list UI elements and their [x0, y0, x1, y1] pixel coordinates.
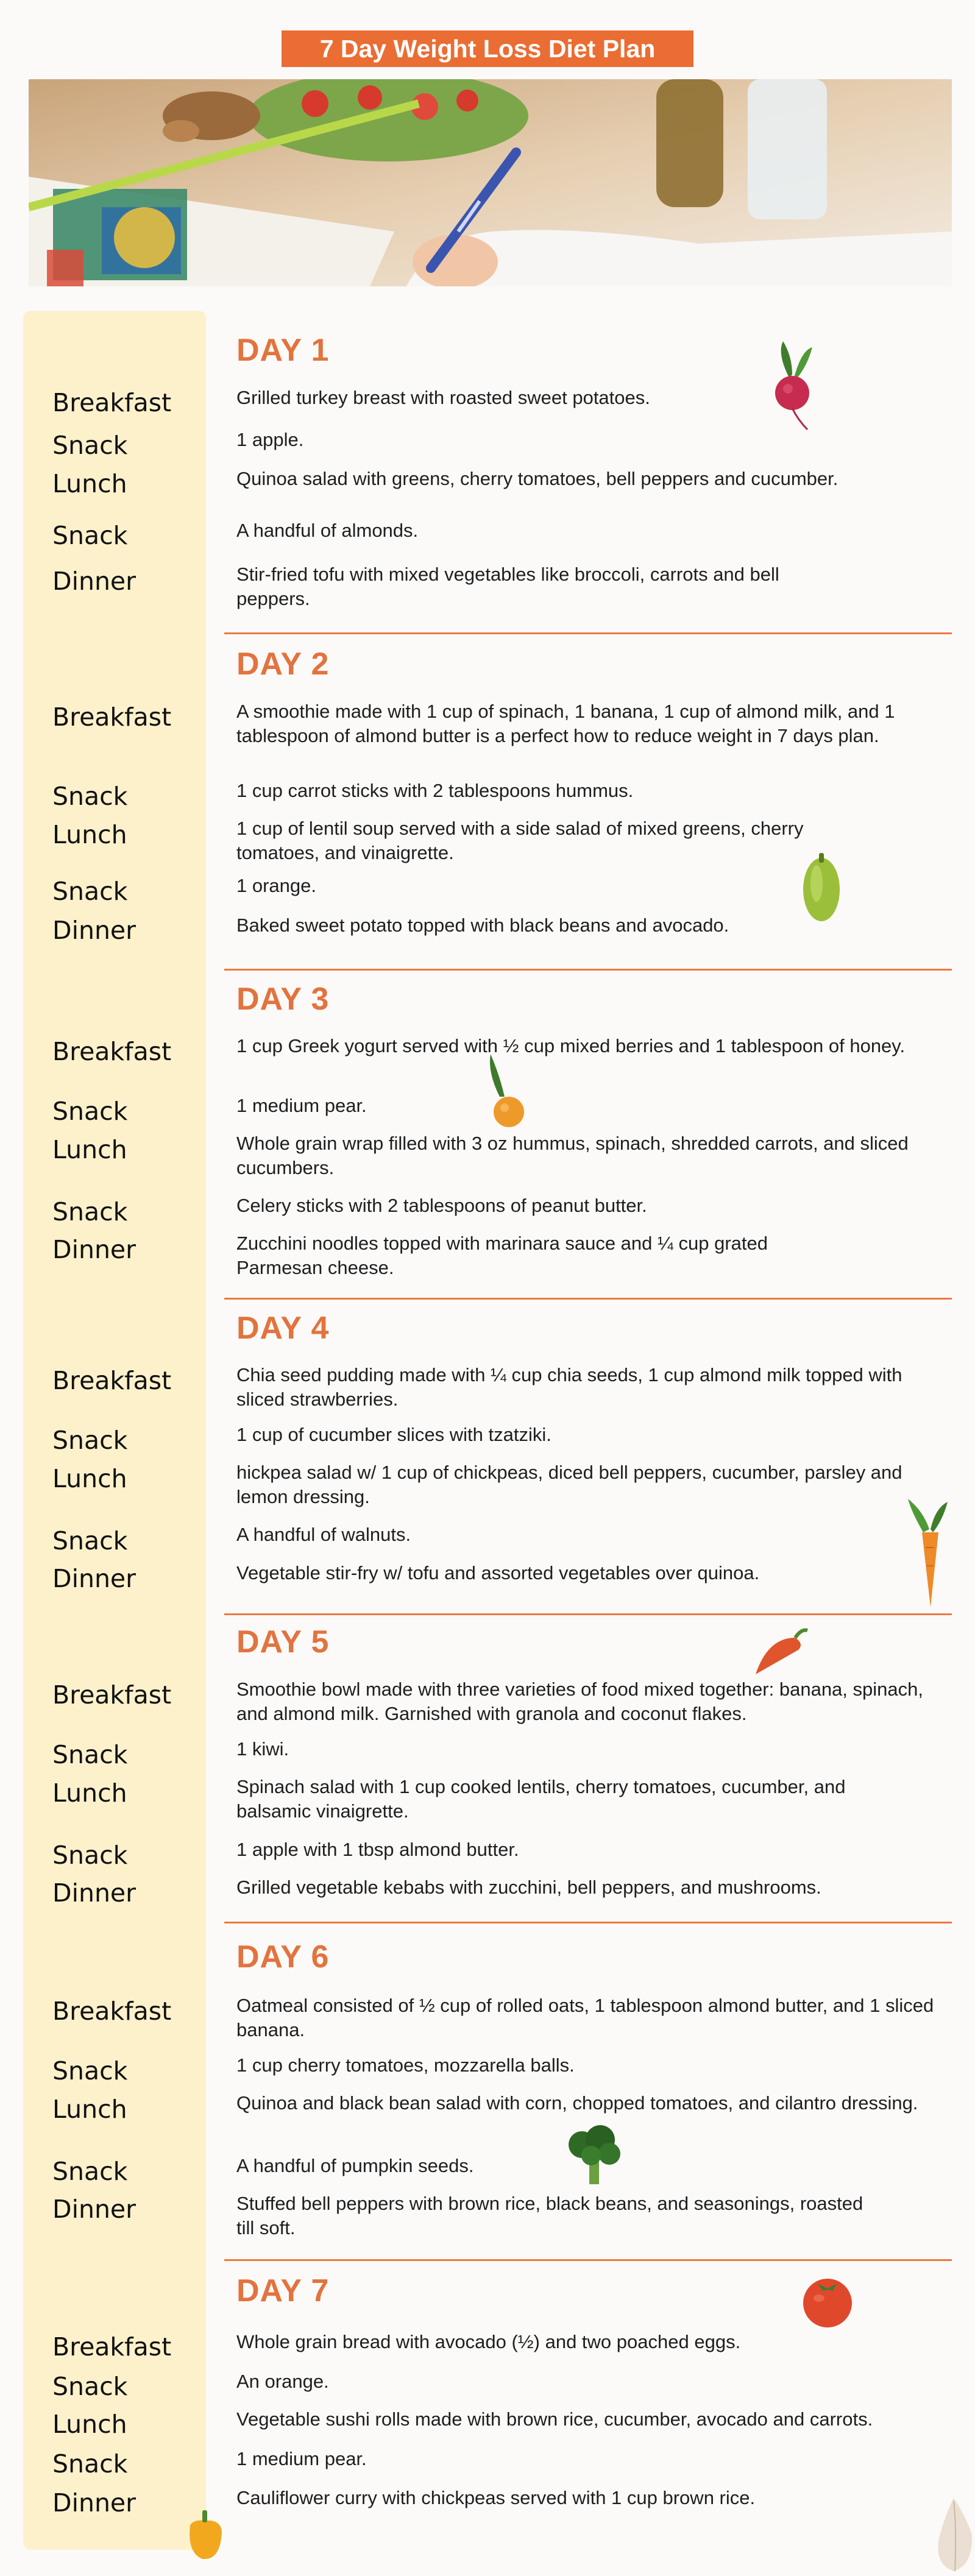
meal-description: Grilled vegetable kebabs with zucchini, bell peppers, and mushrooms.: [236, 1877, 821, 1898]
meal-description: 1 cup carrot sticks with 2 tablespoons hummus.: [236, 780, 634, 801]
meal-description: Stir-fried tofu with mixed vegetables like broccoli, carrots and bell peppers.: [236, 564, 779, 609]
meal-description: Baked sweet potato topped with black beans and avocado.: [236, 915, 729, 936]
meal-type-label: Snack: [52, 1841, 128, 1870]
day-title: DAY 7: [236, 2273, 330, 2309]
hero-photo: [29, 79, 952, 286]
meal-description: 1 apple with 1 tbsp almond butter.: [236, 1839, 519, 1860]
garlic-icon: [929, 2486, 975, 2576]
day-title: DAY 4: [236, 1311, 330, 1346]
tomato-icon: [800, 2273, 856, 2329]
day-divider: [224, 1613, 952, 1615]
meal-type-label: Breakfast: [52, 1037, 172, 1066]
meal-description: Quinoa salad with greens, cherry tomatoes, bell peppers and cucumber.: [236, 468, 838, 489]
meal-description: An orange.: [236, 2371, 329, 2392]
day-divider: [224, 2259, 952, 2261]
meal-description: Spinach salad with 1 cup cooked lentils, cherry tomatoes, cucumber, and balsamic vinaigrette.: [236, 1776, 846, 1822]
meal-description: Smoothie bowl made with three varieties of food mixed together: banana, spinach, and almond milk. Garnished with granola and coconut flakes.: [236, 1679, 923, 1724]
meal-type-label: Snack: [52, 1526, 128, 1555]
carrot-icon: [905, 1499, 954, 1608]
day-title: DAY 2: [236, 646, 330, 682]
bell-pepper-icon: [184, 2507, 227, 2562]
meal-description: hickpea salad w/ 1 cup of chickpeas, diced bell peppers, cucumber, parsley and lemon dressing.: [236, 1462, 902, 1507]
meal-description: 1 cup Greek yogurt served with ½ cup mixed berries and 1 tablespoon of honey.: [236, 1035, 906, 1056]
meal-type-label: Lunch: [52, 2095, 127, 2124]
broccoli-icon: [564, 2120, 625, 2187]
meal-type-label: Dinner: [52, 1564, 136, 1593]
meal-type-label: Snack: [52, 2372, 128, 2401]
meal-type-label: Snack: [52, 2449, 128, 2479]
meal-type-label: Breakfast: [52, 1680, 172, 1710]
day-divider: [224, 969, 952, 971]
meal-type-label: Snack: [52, 2157, 128, 2186]
meal-type-label: Breakfast: [52, 1997, 172, 2026]
meal-type-label: Breakfast: [52, 388, 172, 417]
meal-description: 1 apple.: [236, 429, 304, 450]
day-title: DAY 6: [236, 1939, 330, 1975]
meal-description: Celery sticks with 2 tablespoons of peanut butter.: [236, 1195, 647, 1216]
day-title: DAY 1: [236, 333, 330, 368]
meal-type-label: Dinner: [52, 1878, 136, 1908]
onion-icon: [481, 1054, 530, 1133]
meal-type-label: Snack: [52, 1740, 128, 1769]
meal-description: Vegetable sushi rolls made with brown rice, cucumber, avocado and carrots.: [236, 2408, 873, 2430]
meal-description: Oatmeal consisted of ½ cup of rolled oats, 1 tablespoon almond butter, and 1 sliced banana.: [236, 1995, 934, 2040]
meal-type-label: Lunch: [52, 2410, 127, 2439]
meal-description: 1 kiwi.: [236, 1738, 289, 1760]
meal-type-label: Lunch: [52, 469, 127, 498]
meal-description: Grilled turkey breast with roasted sweet potatoes.: [236, 387, 650, 408]
meal-type-label: Snack: [52, 1426, 128, 1455]
meal-description: A handful of walnuts.: [236, 1524, 411, 1545]
zucchini-icon: [798, 850, 847, 923]
meal-type-label: Breakfast: [52, 1366, 172, 1395]
meal-type-label: Snack: [52, 877, 128, 906]
meal-description: Quinoa and black bean salad with corn, chopped tomatoes, and cilantro dressing.: [236, 2092, 918, 2114]
meal-description: 1 cup of cucumber slices with tzatziki.: [236, 1424, 551, 1445]
day-divider: [224, 632, 952, 634]
meal-type-label: Lunch: [52, 1464, 127, 1493]
meal-type-label: Snack: [52, 1097, 128, 1126]
meal-description: A handful of almonds.: [236, 520, 419, 541]
meal-type-label: Snack: [52, 431, 128, 460]
meal-type-label: Lunch: [52, 820, 127, 849]
day-divider: [224, 1298, 952, 1300]
meal-type-label: Breakfast: [52, 2332, 172, 2362]
meal-description: 1 medium pear.: [236, 2448, 367, 2469]
meal-description: 1 orange.: [236, 875, 316, 896]
meal-description: Cauliflower curry with chickpeas served with 1 cup brown rice.: [236, 2487, 756, 2508]
meal-description: Vegetable stir-fry w/ tofu and assorted vegetables over quinoa.: [236, 1562, 760, 1583]
meal-type-label: Snack: [52, 1197, 128, 1226]
meal-description: 1 cup cherry tomatoes, mozzarella balls.: [236, 2054, 575, 2076]
meal-description: Chia seed pudding made with ¼ cup chia seeds, 1 cup almond milk topped with sliced strawberries.: [236, 1364, 902, 1410]
meal-description: 1 medium pear.: [236, 1095, 367, 1116]
meal-type-label: Breakfast: [52, 702, 172, 732]
meal-type-label: Snack: [52, 782, 128, 811]
meal-description: Whole grain wrap filled with 3 oz hummus, spinach, shredded carrots, and sliced cucumbers.: [236, 1133, 909, 1178]
meal-description: A handful of pumpkin seeds.: [236, 2155, 474, 2176]
meal-type-label: Snack: [52, 521, 128, 550]
day-divider: [224, 1922, 952, 1923]
day-title: DAY 3: [236, 982, 330, 1017]
meal-description: Stuffed bell peppers with brown rice, black beans, and seasonings, roasted till soft.: [236, 2193, 863, 2238]
chili-pepper-icon: [743, 1626, 810, 1680]
page-title: 7 Day Weight Loss Diet Plan: [282, 30, 693, 67]
meal-description: 1 cup of lentil soup served with a side salad of mixed greens, cherry tomatoes, and vinaigrette.: [236, 818, 804, 863]
meal-description: Whole grain bread with avocado (½) and two poached eggs.: [236, 2331, 741, 2352]
meal-type-label: Dinner: [52, 2488, 136, 2518]
meal-type-label: Snack: [52, 2056, 128, 2086]
meal-type-label: Dinner: [52, 2195, 136, 2224]
meal-type-label: Dinner: [52, 1235, 136, 1264]
meal-description: A smoothie made with 1 cup of spinach, 1 banana, 1 cup of almond milk, and 1 tablespoon of almond butter is a perfect how to reduce weight in 7 days plan.: [236, 701, 895, 746]
beet-icon: [765, 341, 820, 433]
meal-type-label: Lunch: [52, 1778, 127, 1808]
day-title: DAY 5: [236, 1624, 330, 1660]
meal-type-label: Dinner: [52, 567, 136, 596]
meal-description: Zucchini noodles topped with marinara sauce and ¼ cup grated Parmesan cheese.: [236, 1233, 768, 1278]
meal-type-label: Dinner: [52, 916, 136, 945]
meal-type-label: Lunch: [52, 1135, 127, 1164]
